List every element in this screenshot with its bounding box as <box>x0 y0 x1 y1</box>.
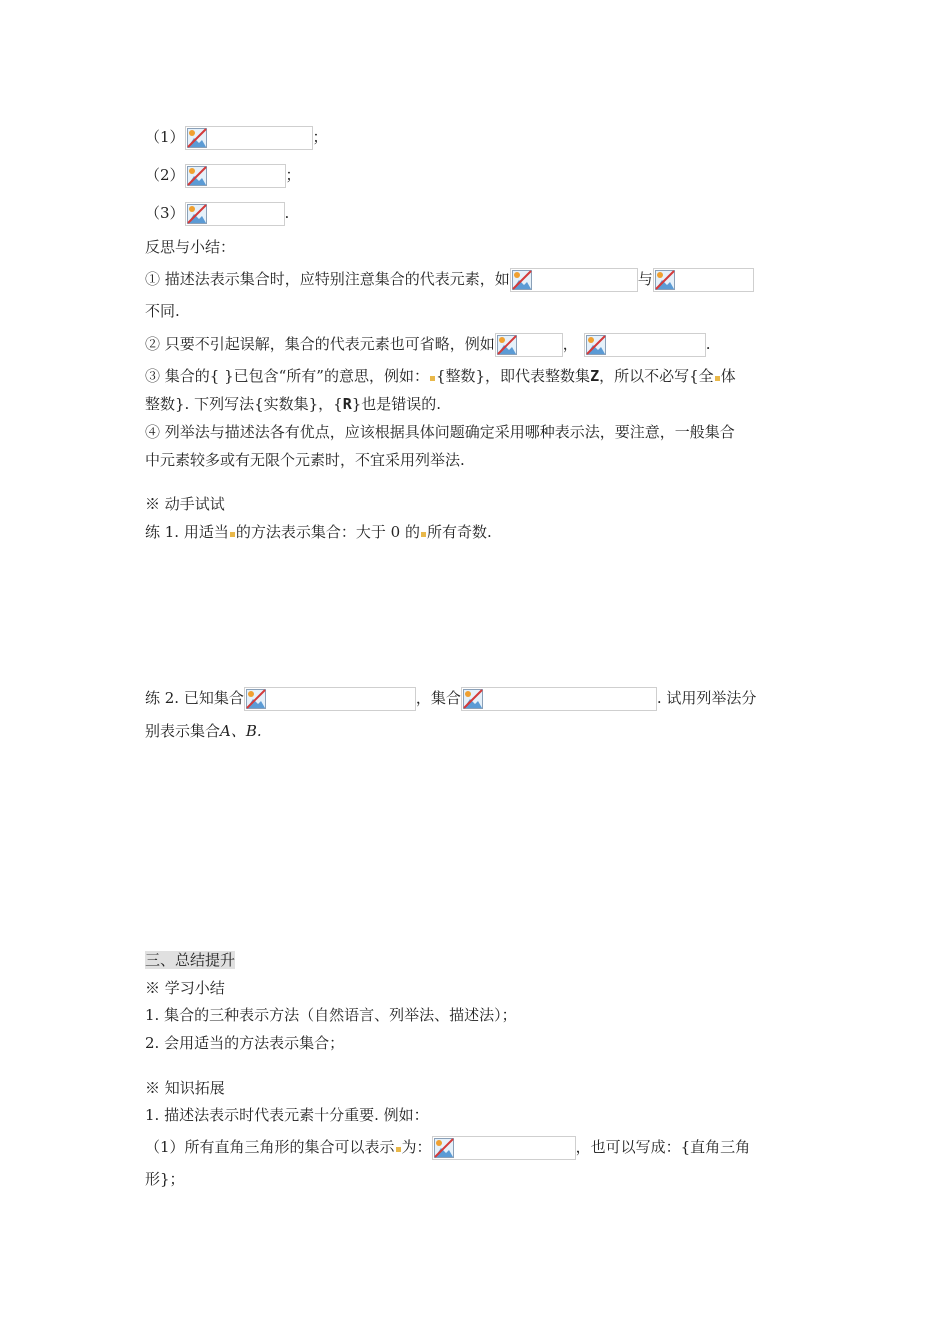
broken-image-icon <box>461 687 657 711</box>
exercise-1 <box>145 519 492 545</box>
text: ② 只要不引起误解，集合的代表元素也可省略，例如 <box>145 335 495 353</box>
summary-title: ※ 学习小结 <box>145 979 225 997</box>
item-number: （3） <box>145 204 185 222</box>
anchor-mark-icon <box>396 1147 401 1152</box>
reflect-point-4: ④ 列举法与描述法各有优点，应该根据具体问题确定采用哪种表示法，要注意，一般集合 <box>145 423 735 441</box>
summary-item-1: 1. 集合的三种表示方法（自然语言、列举法、描述法）； <box>145 1006 517 1024</box>
anchor-mark-icon <box>230 532 235 537</box>
integer-set-symbol: Z <box>590 367 600 385</box>
broken-image-icon <box>185 164 286 188</box>
text: {整数}，即代表整数集 <box>435 367 591 385</box>
text: 为： <box>401 1138 432 1156</box>
text: ，集合 <box>415 689 461 707</box>
reflect-point-4-cont: 中元素较多或有无限个元素时，不宜采用列举法. <box>145 451 465 469</box>
item-3 <box>145 200 289 226</box>
real-set-symbol: R <box>342 395 352 413</box>
text: 练 1. 用适当 <box>145 523 229 541</box>
reflect-point-1 <box>145 266 754 292</box>
item-number: （2） <box>145 166 185 184</box>
item-1 <box>145 124 328 150</box>
text: 体 <box>720 367 736 385</box>
practice-title: ※ 动手试试 <box>145 495 225 513</box>
text: （1）所有直角三角形的集合可以表示 <box>145 1138 395 1156</box>
broken-image-icon <box>584 333 706 357</box>
summary-heading <box>145 947 235 973</box>
text: ③ 集合的{ }已包含“所有”的意思，例如： <box>145 367 429 385</box>
item-end: . <box>284 204 290 222</box>
text: 练 2. 已知集合 <box>145 689 244 707</box>
text: . 试用列举法分 <box>656 689 757 707</box>
text: }也是错误的. <box>351 395 442 413</box>
extension-title: ※ 知识拓展 <box>145 1079 225 1097</box>
text: ，所以不必写{全 <box>599 367 714 385</box>
text: 的方法表示集合：大于 0 的 <box>235 523 420 541</box>
anchor-mark-icon <box>715 376 720 381</box>
set-names: A、B. <box>220 722 262 740</box>
broken-image-icon <box>244 687 416 711</box>
anchor-mark-icon <box>430 376 435 381</box>
exercise-2 <box>145 685 756 711</box>
reflect-point-2 <box>145 331 711 357</box>
text: 所有奇数. <box>426 523 492 541</box>
broken-image-icon <box>432 1136 576 1160</box>
text: ，也可以写成：{直角三角 <box>575 1138 751 1156</box>
text: . <box>705 335 711 353</box>
section-heading: 三、总结提升 <box>145 951 236 969</box>
text: 与 <box>637 270 653 288</box>
item-2 <box>145 162 301 188</box>
summary-item-2: 2. 会用适当的方法表示集合； <box>145 1034 345 1052</box>
item-end: ； <box>312 128 328 146</box>
broken-image-icon <box>510 268 638 292</box>
reflect-point-3-cont <box>145 391 441 417</box>
broken-image-icon <box>185 126 313 150</box>
text: 别表示集合 <box>145 722 221 740</box>
text: ， <box>562 335 578 353</box>
reflect-point-3 <box>145 363 736 389</box>
reflect-point-1-cont: 不同. <box>145 302 180 320</box>
exercise-2-cont <box>145 718 262 744</box>
reflect-title: 反思与小结： <box>145 238 236 256</box>
extension-item-1-1-cont: 形}； <box>145 1170 185 1188</box>
item-number: （1） <box>145 128 185 146</box>
broken-image-icon <box>653 268 754 292</box>
extension-item-1: 1. 描述法表示时代表元素十分重要. 例如： <box>145 1106 429 1124</box>
anchor-mark-icon <box>421 532 426 537</box>
broken-image-icon <box>495 333 563 357</box>
item-end: ； <box>285 166 301 184</box>
broken-image-icon <box>185 202 285 226</box>
text: ① 描述法表示集合时，应特别注意集合的代表元素，如 <box>145 270 510 288</box>
text: 整数}. 下列写法{实数集}，{ <box>145 395 343 413</box>
extension-item-1-1 <box>145 1134 750 1160</box>
